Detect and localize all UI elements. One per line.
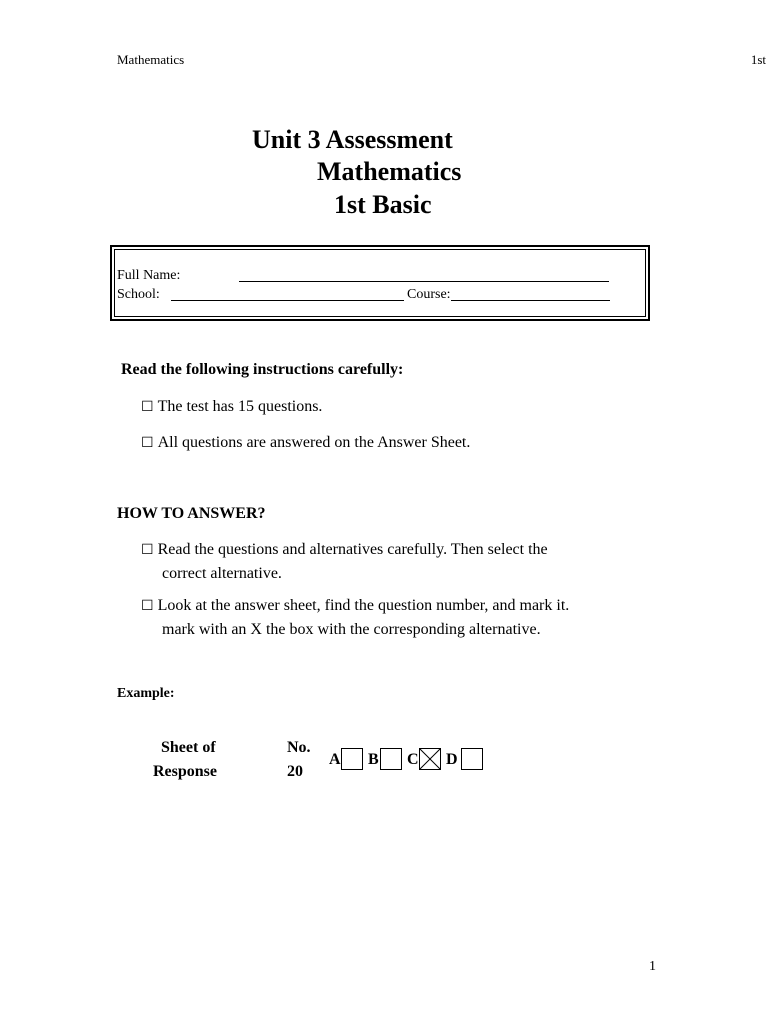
course-label: Course: (407, 287, 451, 302)
title-line-3: 1st Basic (334, 190, 432, 219)
full-name-label: Full Name: (117, 268, 181, 283)
option-letter-a: A (329, 751, 341, 768)
instruction-item (141, 431, 470, 455)
checkbox-icon: ☐ (141, 542, 154, 558)
how-to-text-continued: correct alternative. (162, 565, 282, 582)
answer-box-d[interactable] (461, 748, 483, 770)
sheet-label-line-2: Response (153, 763, 218, 780)
instructions-heading: Read the following instructions carefully: (121, 361, 404, 378)
answer-box-c[interactable] (419, 748, 441, 770)
checkbox-icon: ☐ (141, 399, 154, 415)
option-letter-d: D (446, 751, 458, 768)
how-to-text: Look at the answer sheet, find the question number, and mark it. (157, 597, 570, 614)
answer-box-a[interactable] (341, 748, 363, 770)
answer-box-b[interactable] (380, 748, 402, 770)
title-line-1: Unit 3 Assessment (252, 125, 453, 154)
school-line[interactable] (171, 300, 404, 301)
how-to-text: Read the questions and alternatives carefully. Then select the (157, 541, 548, 558)
student-info-box (110, 245, 650, 321)
option-letter-b: B (368, 751, 379, 768)
school-label: School: (117, 287, 160, 302)
example-label: Example: (117, 686, 175, 701)
instruction-text: All questions are answered on the Answer Sheet. (157, 434, 471, 451)
option-letter-c: C (407, 751, 419, 768)
question-number-label: No. (287, 739, 311, 756)
how-to-item (141, 594, 569, 618)
how-to-text-continued: mark with an X the box with the corresponding alternative. (162, 621, 541, 638)
how-to-item (141, 538, 548, 562)
instruction-text: The test has 15 questions. (157, 398, 323, 415)
instruction-item (141, 395, 322, 419)
full-name-line[interactable] (239, 281, 609, 282)
header-grade: 1st (750, 52, 766, 67)
page-number: 1 (649, 959, 656, 974)
checkbox-icon: ☐ (141, 435, 154, 451)
how-to-answer-heading: HOW TO ANSWER? (117, 505, 266, 522)
course-line[interactable] (451, 300, 610, 301)
title-line-2: Mathematics (317, 157, 462, 186)
x-mark-icon (420, 749, 440, 769)
sheet-label-line-1: Sheet of (161, 739, 216, 756)
header-subject: Mathematics (117, 52, 185, 67)
checkbox-icon: ☐ (141, 598, 154, 614)
question-number-value: 20 (287, 763, 303, 780)
